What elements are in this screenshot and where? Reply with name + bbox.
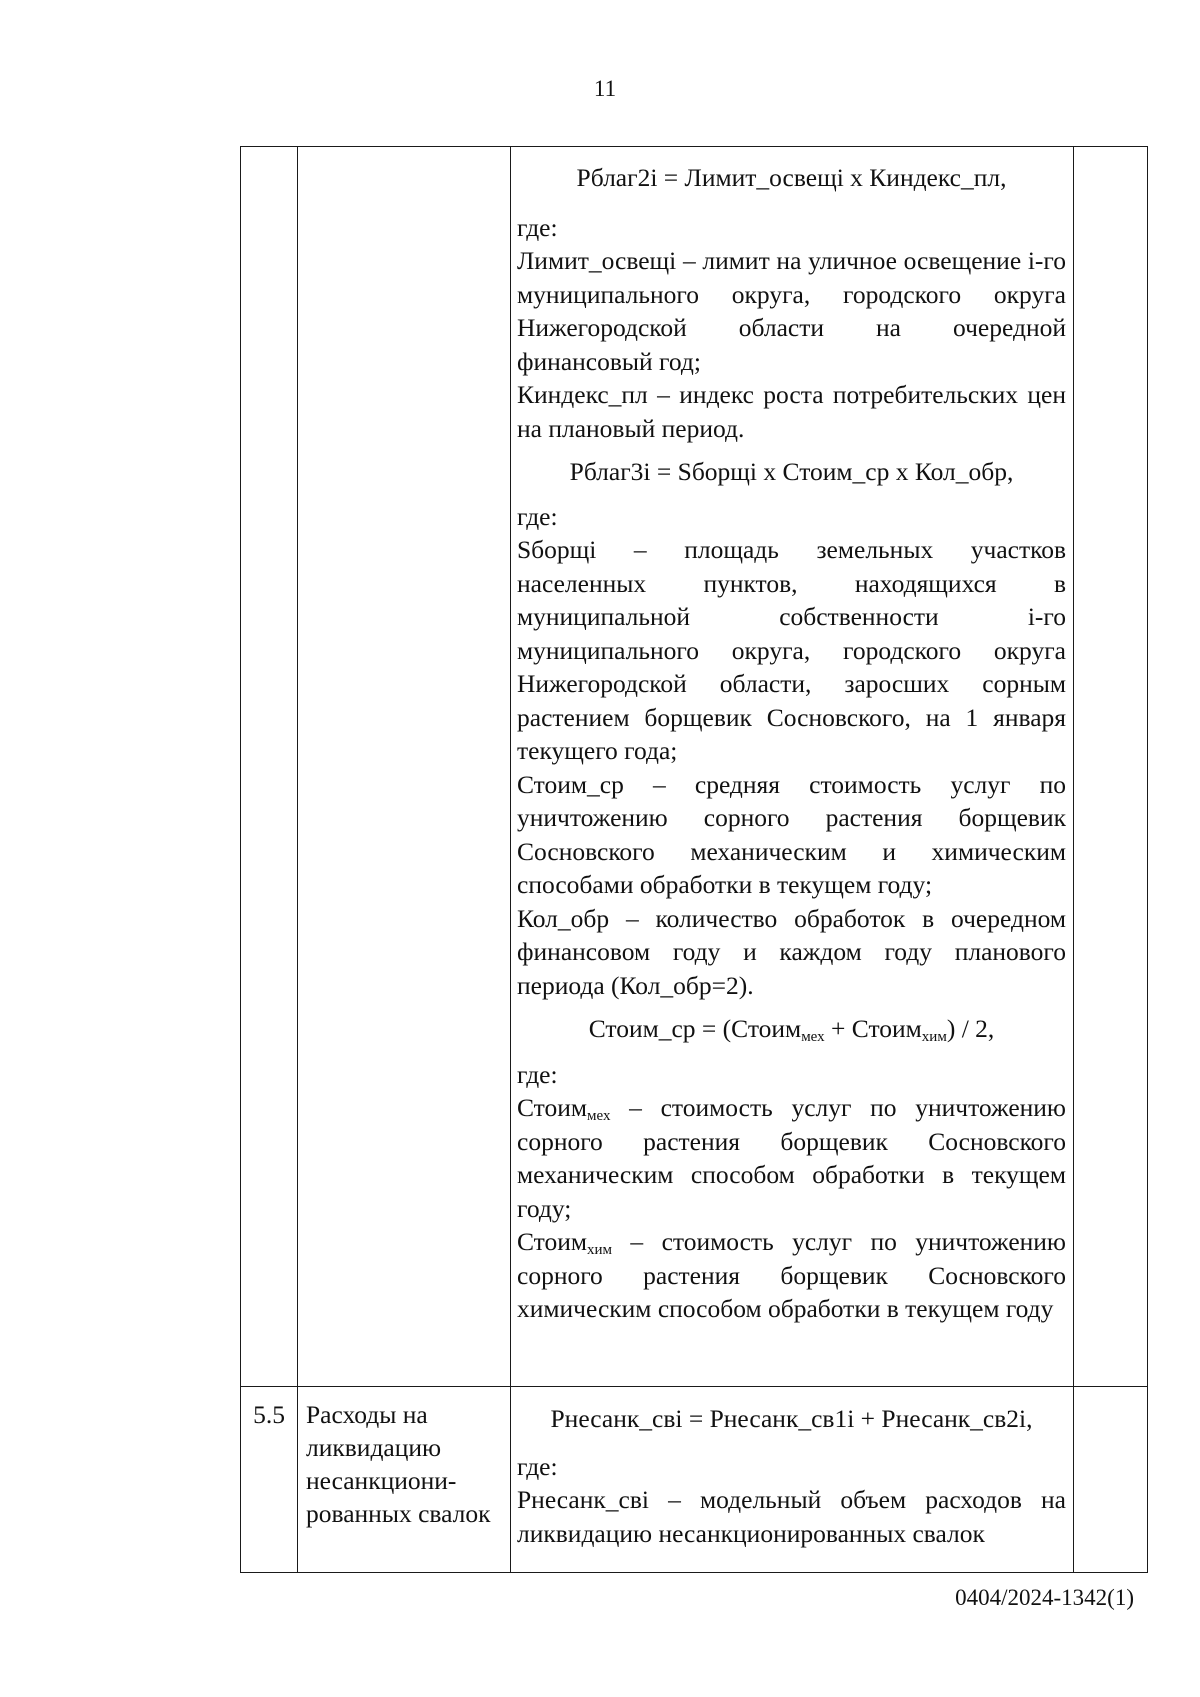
definition-stoim-mekh: Стоим$_{мех}$ – стоимость услуг по уничтожению сорного растения борщевик Сосновского механическим способом обработки в текущем году;	[517, 1093, 1066, 1223]
page-number: 11	[593, 76, 617, 101]
definition-stoim-khim: Стоим$_{хим}$ – стоимость услуг по уничтожению сорного растения борщевик Сосновского химическим способом обработки в текущем году	[517, 1227, 1066, 1323]
row-number: 5.5	[241, 1387, 298, 1573]
notes-cell-empty	[1074, 147, 1148, 1387]
row-number-cell-empty	[241, 147, 298, 1387]
table-row-continued	[241, 147, 1148, 1387]
definition-kindeks-pl: Киндекс_пл – индекс роста потребительских цен на плановый период.	[517, 380, 1066, 443]
where-label: где:	[517, 1059, 558, 1089]
definition-kol-obr: Кол_обр – количество обработок в очередном финансовом году и каждом году планового периода (Кол_обр=2).	[517, 903, 1066, 1000]
where-label: где:	[517, 1451, 558, 1481]
row-label: Расходы на ликвидацию несанкциони-рованных свалок	[298, 1387, 511, 1573]
definition-stoim-sr: Стоим_ср – средняя стоимость услуг по уничтожению сорного растения борщевик Сосновского механическим и химическим способами обработки в текущем году;	[517, 769, 1066, 899]
notes-cell-empty	[1074, 1387, 1148, 1573]
formula-cell	[511, 147, 1074, 1387]
row-label-cell-empty	[298, 147, 511, 1387]
where-label: где:	[517, 501, 558, 531]
formula-rblag2: Рблаг2i = Лимит_освещi х Киндекс_пл,	[576, 163, 1007, 192]
formula-rblag3: Рблаг3i = Sборщi х Стоим_ср х Кол_обр,	[569, 457, 1014, 486]
formula-cell	[511, 1387, 1074, 1573]
formula-rnesank: Рнесанк_свi = Рнесанк_св1i + Рнесанк_св2i,	[550, 1404, 1033, 1433]
definition-limit-osveshch: Лимит_освещi – лимит на уличное освещение i-го муниципального округа, городского округа Нижегородской области на очередной финансовый год;	[517, 246, 1066, 376]
definition-rnesank: Рнесанк_свi – модельный объем расходов на ликвидацию несанкционированных свалок	[517, 1485, 1066, 1548]
methodology-table	[240, 146, 1148, 1573]
where-label: где:	[517, 212, 558, 242]
document-code: 0404/2024-1342(1)	[955, 1585, 1134, 1610]
formula-stoim-sr: Стоим_ср = (Стоим$_{мех}$ + Стоим$_{хим}$) / 2,	[588, 1014, 995, 1045]
table-row-5-5	[241, 1387, 1148, 1573]
definition-sborshch: Sборщi – площадь земельных участков населенных пунктов, находящихся в муниципальной собственности i-го муниципального округа, городского округа Нижегородской области, заросших сорным растением борщевик Сосновского, на 1 января текущего года;	[517, 535, 1066, 765]
